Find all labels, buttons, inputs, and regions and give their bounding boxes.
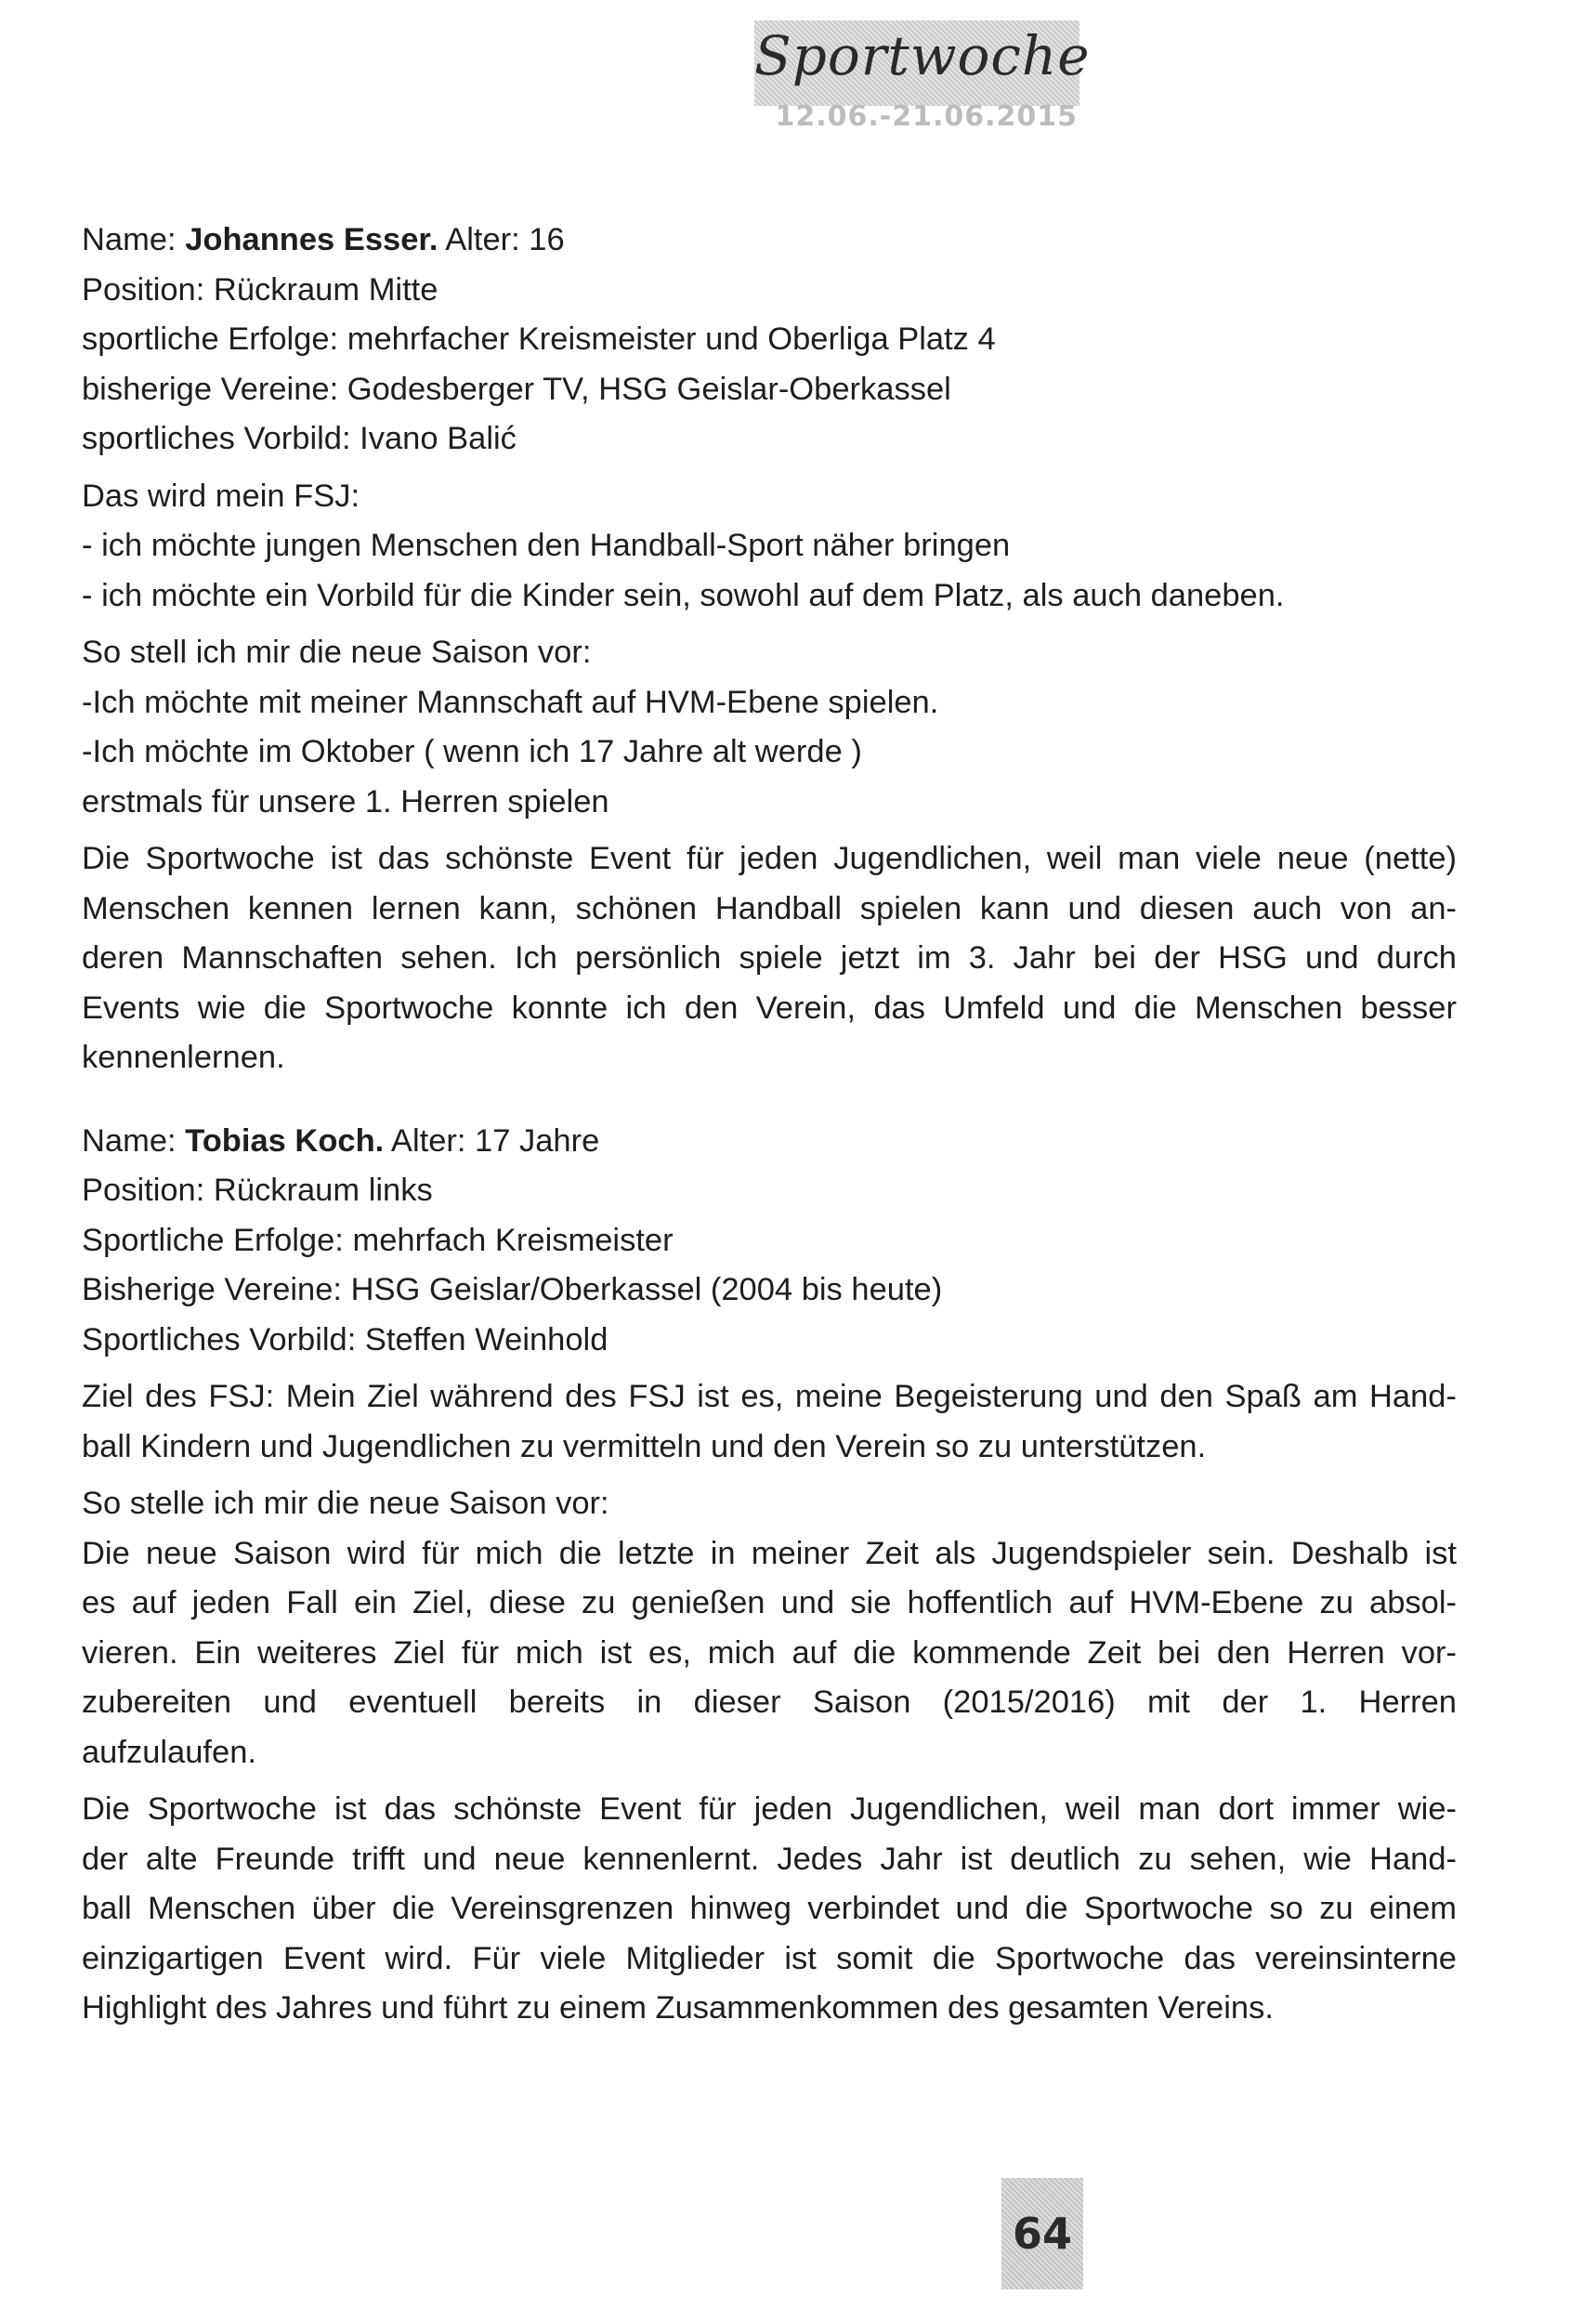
position-line: Position: Rückraum links	[82, 1173, 433, 1208]
clubs-line: bisherige Vereine: Godesberger TV, HSG Geislar-Oberkassel	[82, 371, 951, 407]
paragraph-line: der alte Freunde trifft und neue kennenlernt. Jedes Jahr ist deutlich zu sehen, wie Hand-	[82, 1841, 1457, 1877]
position-line: Position: Rückraum Mitte	[82, 271, 438, 308]
season-item: -Ich möchte mit meiner Mannschaft auf HVM-Ebene spielen.	[82, 684, 939, 720]
paragraph-line: deren Mannschaften sehen. Ich persönlich spiele jetzt im 3. Jahr bei der HSG und durch	[82, 940, 1457, 976]
profile-johannes-esser	[82, 216, 1457, 1083]
clubs-line: Bisherige Vereine: HSG Geislar/Oberkassel (2004 bis heute)	[82, 1272, 943, 1307]
logo-text: Sportwoche	[754, 24, 1091, 87]
role-model-line: sportliches Vorbild: Ivano Balić	[82, 421, 517, 456]
paragraph-line: vieren. Ein weiteres Ziel für mich ist es, mich auf die kommende Zeit bei den Herren vor-	[82, 1634, 1457, 1671]
sportwoche-logo	[754, 20, 1091, 106]
season-heading: So stell ich mir die neue Saison vor:	[82, 635, 592, 670]
successes-line: sportliche Erfolge: mehrfacher Kreismeister und Oberliga Platz 4	[82, 321, 996, 357]
paragraph-line: Die Sportwoche ist das schönste Event für jeden Jugendlichen, weil man viele neue (nette)	[82, 841, 1457, 876]
paragraph-line: es auf jeden Fall ein Ziel, diese zu genießen und sie hoffentlich auf HVM-Ebene zu absol-	[82, 1585, 1457, 1620]
paragraph-line: Die Sportwoche ist das schönste Event für jeden Jugendlichen, weil man dort immer wie-	[82, 1791, 1457, 1827]
name-line	[82, 216, 1457, 266]
player-name: Johannes Esser.	[185, 222, 438, 257]
fsj-heading: Das wird mein FSJ:	[82, 478, 360, 514]
sportwoche-paragraph	[82, 1785, 1457, 2034]
name-label: Name:	[82, 222, 186, 257]
page-header	[743, 20, 1091, 139]
paragraph-line: Die neue Saison wird für mich die letzte in meiner Zeit als Jugendspieler sein. Deshalb ist	[82, 1535, 1457, 1571]
paragraph-line: Highlight des Jahres und führt zu einem Zusammenkommen des gesamten Vereins.	[82, 1990, 1274, 2026]
successes-line: Sportliche Erfolge: mehrfach Kreismeister	[82, 1222, 674, 1258]
age-text: Alter: 17 Jahre	[384, 1122, 600, 1159]
name-line	[82, 1117, 1457, 1167]
season-paragraph	[82, 1529, 1457, 1778]
paragraph-line: ball Menschen über die Vereinsgrenzen hinweg verbindet und die Sportwoche so zu einem	[82, 1891, 1457, 1926]
paragraph-line: Events wie die Sportwoche konnte ich den Verein, das Umfeld und die Menschen besser	[82, 990, 1457, 1026]
paragraph-line: kennenlernen.	[82, 1040, 285, 1075]
season-item: erstmals für unsere 1. Herren spielen	[82, 783, 609, 820]
paragraph-line: Menschen kennen lernen kann, schönen Handball spielen kann und diesen auch von an-	[82, 890, 1457, 926]
article-body	[82, 216, 1457, 2034]
name-label: Name:	[82, 1122, 186, 1159]
player-name: Tobias Koch.	[185, 1122, 385, 1159]
profile-tobias-koch	[82, 1117, 1457, 2034]
season-heading: So stelle ich mir die neue Saison vor:	[82, 1486, 609, 1521]
event-dates: 12.06.-21.06.2015	[775, 100, 1078, 133]
paragraph-line: zubereiten und eventuell bereits in dieser Saison (2015/2016) mit der 1. Herren	[82, 1685, 1457, 1720]
page-number: 64	[1001, 2178, 1083, 2289]
paragraph-line: aufzulaufen.	[82, 1734, 256, 1770]
fsj-item: - ich möchte jungen Menschen den Handball-Sport näher bringen	[82, 528, 1011, 563]
fsj-item: - ich möchte ein Vorbild für die Kinder sein, sowohl auf dem Platz, als auch daneben.	[82, 577, 1285, 613]
role-model-line: Sportliches Vorbild: Steffen Weinhold	[82, 1321, 608, 1357]
season-item: -Ich möchte im Oktober ( wenn ich 17 Jahre alt werde )	[82, 734, 862, 769]
fsj-goal-paragraph	[82, 1372, 1457, 1472]
sportwoche-paragraph	[82, 834, 1457, 1083]
paragraph-line: ball Kindern und Jugendlichen zu vermitteln und den Verein so zu unterstützen.	[82, 1428, 1207, 1464]
paragraph-line: Ziel des FSJ: Mein Ziel während des FSJ ist es, meine Begeisterung und den Spaß am Hand-	[82, 1379, 1457, 1414]
paragraph-line: einzigartigen Event wird. Für viele Mitglieder ist somit die Sportwoche das vereinsinterne	[82, 1940, 1457, 1976]
age-text: Alter: 16	[438, 222, 565, 257]
